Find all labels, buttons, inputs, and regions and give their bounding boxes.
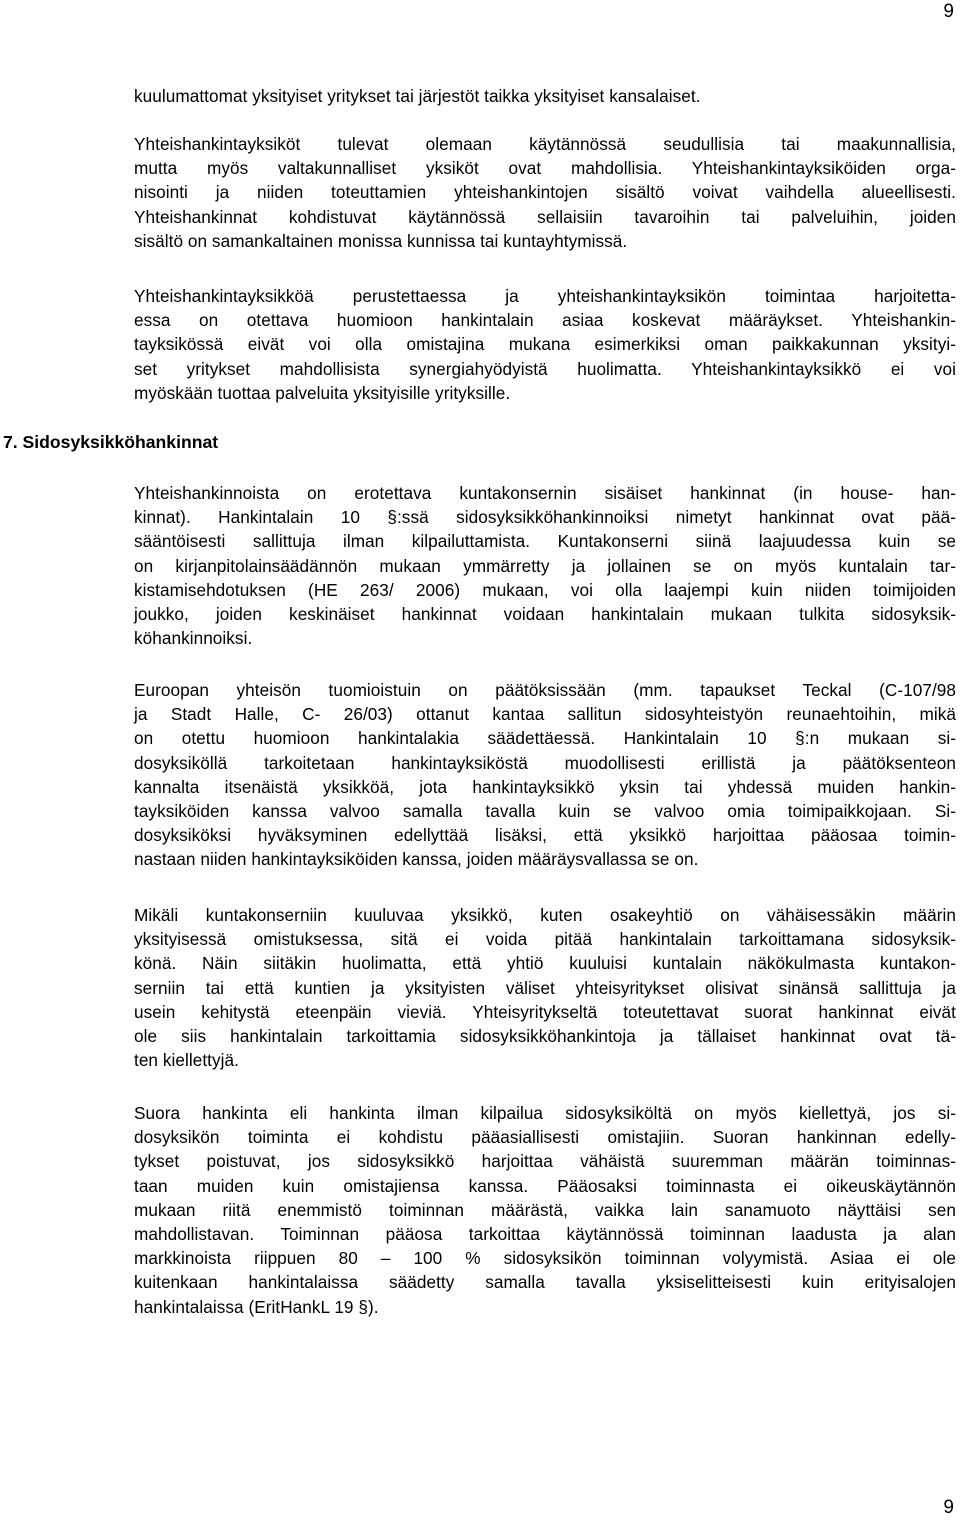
text-line: usein kehitystä eteenpäin vieviä. Yhteisyritykseltä toteutettavat suorat hankinnat eivät (134, 1001, 956, 1022)
text-line: yksityisessä omistuksessa, sitä ei voida pitää hankintalain tarkoittamana sidosyksik- (134, 929, 956, 950)
text-line: Mikäli kuntakonserniin kuuluvaa yksikkö, kuten osakeyhtiö on vähäisessäkin määrin (134, 905, 956, 925)
page-number-bottom: 9 (943, 1497, 954, 1518)
text-line: set yritykset mahdollisista synergiahyödyistä huolimatta. Yhteishankintayksikkö ei voi (134, 358, 956, 379)
text-line: hankintalaissa (EritHankL 19 §). (134, 1296, 379, 1317)
text-line: Yhteishankintayksiköt tulevat olemaan käytännössä seudullisia tai maakunnallisia, (134, 134, 956, 154)
text-line: myöskään tuottaa palveluita yksityisille yrityksille. (134, 382, 511, 403)
text-line: sisältö on samankaltainen monissa kunnissa tai kuntayhtymissä. (134, 230, 628, 251)
text-line: kistamisehdotuksen (HE 263/ 2006) mukaan, voi olla laajempi kuin niiden toimijoiden (134, 579, 956, 600)
text-line: ten kiellettyjä. (134, 1050, 239, 1071)
text-line: kinnat). Hankintalain 10 §:ssä sidosyksikköhankinnoiksi nimetyt hankinnat ovat pää- (134, 507, 956, 528)
text-line: dosyksikön toiminta ei kohdistu pääasiallisesti omistajiin. Suoran hankinnan edelly- (134, 1127, 956, 1148)
text-line: taan muiden kuin omistajiensa kanssa. Pääosaksi toiminnasta ei oikeuskäytännön (134, 1175, 956, 1196)
text-line: kuulumattomat yksityiset yritykset tai järjestöt taikka yksityiset kansalaiset. (134, 86, 701, 106)
text-line: nastaan niiden hankintayksiköiden kanssa, joiden määräysvallassa se on. (134, 849, 699, 870)
text-line: kuitenkaan hankintalaissa säädetty samalla tavalla yksiselitteisesti kuin erityisalojen (134, 1272, 956, 1293)
text-line: köhankinnoiksi. (134, 628, 253, 649)
text-line: Yhteishankintayksikköä perustettaessa ja yhteishankintayksikön toimintaa harjoitetta- (134, 286, 956, 306)
text-line: mukaan riitä enemmistö toiminnan määrästä, vaikka lain sanamuoto näyttäisi sen (134, 1199, 956, 1220)
text-line: tykset poistuvat, jos sidosyksikkö harjoittaa vähäistä suuremman määrän toiminnas- (134, 1151, 956, 1172)
paragraph-4 (134, 481, 956, 650)
text-line: ja Stadt Halle, C- 26/03) ottanut kantaa sallitun sidosyhteistyön reunaehtoihin, mikä (134, 704, 956, 725)
text-line: essa on otettava huomioon hankintalain asiaa koskevat määräykset. Yhteishankin- (134, 310, 956, 331)
section-heading: 7. Sidosyksikköhankinnat (3, 432, 219, 452)
text-line: tayksiköiden kanssa valvoo samalla tavalla kuin se valvoo omia toimipaikkojaan. Si- (134, 801, 956, 822)
text-line: mahdollistavan. Toiminnan pääosa tarkoittaa käytännössä toiminnan laadusta ja alan (134, 1224, 956, 1245)
text-line: sääntöisesti sallittuja ilman kilpailuttamista. Kuntakonserni siinä laajuudessa kuin se (134, 531, 956, 552)
text-line: Suora hankinta eli hankinta ilman kilpailua sidosyksiköltä on myös kiellettyä, jos si- (134, 1103, 956, 1123)
text-line: serniin tai että kuntien ja yksityisten väliset yhteisyritykset olisivat sinänsä sallittuja ja (134, 977, 956, 998)
paragraph-2 (134, 132, 956, 253)
text-line: kannalta itsenäistä yksikköä, jota hankintayksikkö yksin tai yhdessä muiden hankin- (134, 776, 956, 797)
paragraph-1 (134, 84, 956, 108)
text-line: dosyksiköksi hyväksyminen edellyttää lisäksi, että yksikkö harjoittaa pääosaa toimin- (134, 825, 956, 846)
text-line: ole siis hankintalain tarkoittamia sidosyksikköhankintoja ja tällaiset hankinnat ovat tä- (134, 1026, 956, 1047)
text-line: Euroopan yhteisön tuomioistuin on päätöksissään (mm. tapaukset Teckal (C-107/98 (134, 680, 956, 700)
text-line: nisointi ja niiden toteuttamien yhteishankintojen sisältö voivat vaihdella alueellisesti. (134, 182, 956, 203)
text-line: mutta myös valtakunnalliset yksiköt ovat mahdollisia. Yhteishankintayksiköiden orga- (134, 158, 956, 179)
paragraph-5 (134, 678, 956, 872)
text-line: dosyksiköllä tarkoitetaan hankintayksiköstä muodollisesti erillistä ja päätöksenteon (134, 752, 956, 773)
text-line: Yhteishankinnat kohdistuvat käytännössä sellaisiin tavaroihin tai palveluihin, joiden (134, 206, 956, 227)
text-line: on kirjanpitolainsäädännön mukaan ymmärretty ja jollainen se on myös kuntalain tar- (134, 555, 956, 576)
text-line: Yhteishankinnoista on erotettava kuntakonsernin sisäiset hankinnat (in house- han- (134, 483, 956, 503)
text-line: on otettu huomioon hankintalakia säädettäessä. Hankintalain 10 §:n mukaan si- (134, 728, 956, 749)
paragraph-3 (134, 284, 956, 405)
text-line: markkinoista riippuen 80 – 100 % sidosyksikön toiminnan volyymistä. Asiaa ei ole (134, 1248, 956, 1269)
paragraph-7 (134, 1101, 956, 1319)
text-line: joukko, joiden keskinäiset hankinnat voidaan hankintalain mukaan tulkita sidosyksik- (134, 604, 956, 625)
paragraph-6 (134, 903, 956, 1072)
text-line: könä. Näin siitäkin huolimatta, että yhtiö kuuluisi kuntalain näkökulmasta kuntakon- (134, 953, 956, 974)
page-number-top: 9 (943, 1, 954, 22)
text-line: tayksikössä eivät voi olla omistajina mukana esimerkiksi oman paikkakunnan yksityi- (134, 334, 956, 355)
